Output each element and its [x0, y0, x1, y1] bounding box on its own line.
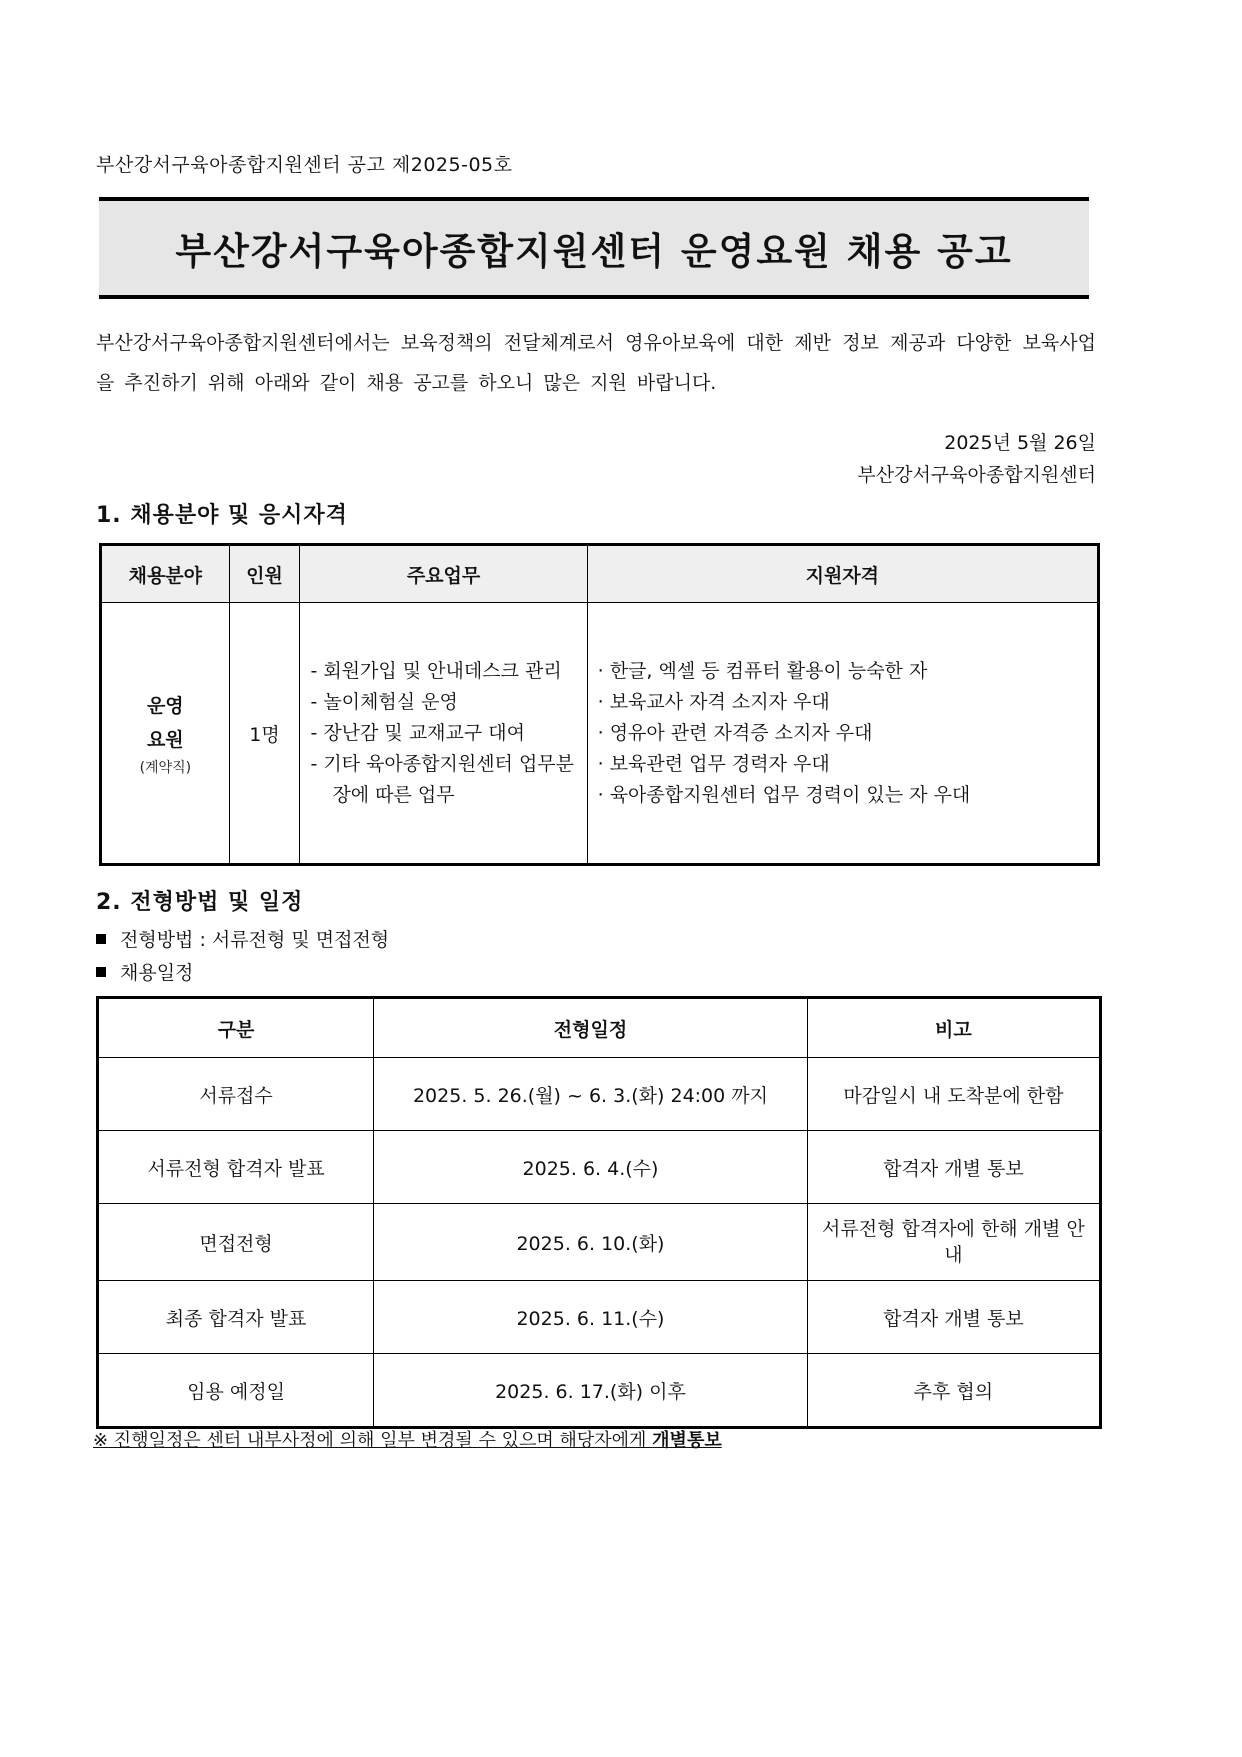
note-cell: 합격자 개별 통보	[807, 1281, 1100, 1354]
intro-paragraph: 부산강서구육아종합지원센터에서는 보육정책의 전달체계로서 영유아보육에 대한 제반 정보 제공과 다양한 보육사업을 추진하기 위해 아래와 같이 채용 공고를 하오니 많은 지원 바랍니다.	[96, 332, 1096, 394]
header-count: 인원	[229, 545, 300, 603]
document-title: 부산강서구육아종합지원센터 운영요원 채용 공고	[175, 230, 1013, 273]
square-bullet-icon	[96, 934, 106, 944]
stage-cell: 최종 합격자 발표	[98, 1281, 374, 1354]
duties-cell	[300, 603, 587, 865]
header-qualifications: 지원자격	[587, 545, 1098, 603]
notice-number: 부산강서구육아종합지원센터 공고 제2025-05호	[96, 154, 513, 176]
stage-cell: 서류접수	[98, 1058, 374, 1131]
stage-cell: 임용 예정일	[98, 1354, 374, 1428]
schedule-label-item	[96, 958, 193, 985]
square-bullet-icon	[96, 967, 106, 977]
date-cell: 2025. 6. 11.(수)	[374, 1281, 808, 1354]
organization-name: 부산강서구육아종합지원센터	[857, 464, 1096, 486]
header-schedule: 전형일정	[374, 998, 808, 1058]
date-cell: 2025. 5. 26.(월) ~ 6. 3.(화) 24:00 까지	[374, 1058, 808, 1131]
note-cell: 추후 협의	[807, 1354, 1100, 1428]
schedule-label-text: 채용일정	[120, 962, 194, 984]
header-stage: 구분	[98, 998, 374, 1058]
header-note: 비고	[807, 998, 1100, 1058]
qualifications-cell	[587, 603, 1098, 865]
duty-item: - 장난감 및 교재교구 대여	[310, 721, 525, 744]
field-name-line2: 요원	[146, 729, 184, 751]
date-cell: 2025. 6. 17.(화) 이후	[374, 1354, 808, 1428]
section2-title: 2. 전형방법 및 일정	[96, 890, 304, 915]
table-row	[98, 1058, 1101, 1131]
table-row	[98, 1354, 1101, 1428]
table-row	[101, 603, 1099, 865]
duty-item: - 회원가입 및 안내데스크 관리	[310, 659, 562, 682]
table-row	[98, 1131, 1101, 1204]
field-name-line1: 운영	[146, 695, 184, 717]
count-cell: 1명	[229, 603, 300, 865]
header-field: 채용분야	[101, 545, 230, 603]
field-contract-type: (계약직)	[139, 760, 192, 776]
table-row	[98, 1204, 1101, 1281]
stage-cell: 면접전형	[98, 1204, 374, 1281]
schedule-footnote	[93, 1426, 722, 1452]
stage-cell: 서류전형 합격자 발표	[98, 1131, 374, 1204]
qualification-item: · 보육교사 자격 소지자 우대	[597, 690, 830, 713]
qualification-item: · 영유아 관련 자격증 소지자 우대	[597, 721, 873, 744]
header-duties: 주요업무	[300, 545, 587, 603]
title-banner	[99, 197, 1089, 299]
date-cell: 2025. 6. 4.(수)	[374, 1131, 808, 1204]
duty-item: - 놀이체험실 운영	[310, 690, 458, 713]
note-cell: 합격자 개별 통보	[807, 1131, 1100, 1204]
footnote-emphasis: 개별통보	[652, 1430, 722, 1451]
table-header-row	[98, 998, 1101, 1058]
table-row	[98, 1281, 1101, 1354]
section1-title: 1. 채용분야 및 응시자격	[96, 503, 348, 528]
qualification-item: · 한글, 엑셀 등 컴퓨터 활용이 능숙한 자	[597, 659, 928, 682]
announcement-date: 2025년 5월 26일	[944, 432, 1096, 454]
qualification-item: · 보육관련 업무 경력자 우대	[597, 752, 830, 775]
duty-item: - 기타 육아종합지원센터 업무분장에 따른 업무	[310, 752, 575, 806]
selection-method-item	[96, 925, 389, 952]
schedule-table	[96, 996, 1102, 1429]
note-cell: 마감일시 내 도착분에 한함	[807, 1058, 1100, 1131]
selection-method-text: 전형방법 : 서류전형 및 면접전형	[120, 929, 390, 951]
recruitment-field-table	[99, 543, 1100, 866]
date-cell: 2025. 6. 10.(화)	[374, 1204, 808, 1281]
field-cell	[101, 603, 230, 865]
table-header-row	[101, 545, 1099, 603]
footnote-text: ※ 진행일정은 센터 내부사정에 의해 일부 변경될 수 있으며 해당자에게	[93, 1430, 653, 1451]
qualification-item: · 육아종합지원센터 업무 경력이 있는 자 우대	[597, 783, 971, 806]
note-cell: 서류전형 합격자에 한해 개별 안내	[807, 1204, 1100, 1281]
